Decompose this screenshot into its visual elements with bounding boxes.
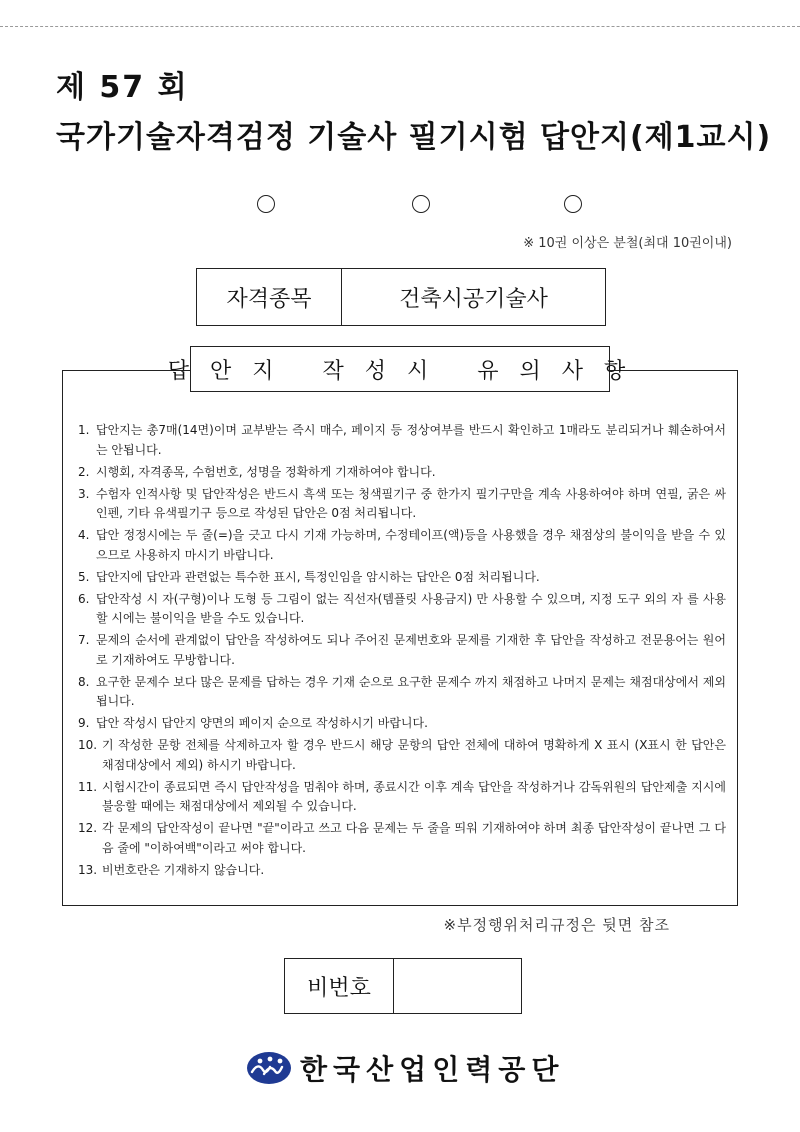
note-item (78, 631, 726, 670)
hrdk-logo-icon (246, 1045, 292, 1091)
notes-list (78, 421, 726, 883)
note-text: 비번호란은 기재하지 않습니다. (102, 862, 265, 877)
note-text: 기 작성한 문항 전체를 삭제하고자 할 경우 반드시 해당 문항의 답안 전체에 대하여 명확하게 X 표시 (X표시 한 답안은 채점대상에서 제외) 하시기 바랍니다. (102, 738, 726, 772)
note-number: 5. (78, 569, 90, 584)
qualification-table (196, 268, 606, 326)
note-text: 문제의 순서에 관계없이 답안을 작성하여도 되나 주어진 문제번호와 문제를 기재한 후 답안을 작성하고 전문용어는 원어로 기재하여도 무방합니다. (96, 633, 726, 667)
cut-line (0, 26, 800, 27)
note-text: 답안 작성시 답안지 양면의 페이지 순으로 작성하시기 바랍니다. (96, 716, 428, 730)
binding-hole-2 (412, 195, 430, 213)
organization-name: 한국산업인력공단 (300, 1053, 565, 1086)
reference-note: ※부정행위처리규정은 뒷면 참조 (443, 916, 670, 934)
note-text: 시험시간이 종료되면 즉시 답안작성을 멈춰야 하며, 종료시간 이후 계속 답안을 작성하거나 감독위원의 답안제출 지시에 불응할 때에는 채점대상에서 제외될 수 있습니다. (102, 779, 726, 813)
note-number: 2. (78, 464, 90, 479)
note-number: 1. (78, 423, 90, 437)
note-text: 요구한 문제수 보다 많은 문제를 답하는 경우 기재 순으로 요구한 문제수 까지 채점하고 나머지 문제는 채점대상에서 제외됩니다. (96, 674, 726, 708)
note-item (78, 819, 726, 858)
note-number: 12. (78, 821, 98, 835)
note-item (78, 568, 726, 588)
organization-footer (246, 1046, 564, 1090)
note-text: 답안지에 답안과 관련없는 특수한 표시, 특정인임을 암시하는 답안은 0점 처리됩니다. (96, 569, 540, 584)
note-item (78, 714, 726, 734)
note-item (78, 590, 726, 629)
note-number: 9. (78, 716, 90, 730)
note-text: 답안 정정시에는 두 줄(=)을 긋고 다시 기재 가능하며, 수정테이프(액)등을 사용했을 경우 채점상의 불이익을 받을 수 있으므로 사용하지 마시기 바랍니다. (96, 528, 726, 562)
note-item (78, 778, 726, 817)
note-text: 시행회, 자격종목, 수험번호, 성명을 정확하게 기재하여야 합니다. (96, 464, 436, 479)
qualification-label: 자격종목 (197, 269, 342, 325)
note-text: 각 문제의 답안작성이 끝나면 "끝"이라고 쓰고 다음 문제는 두 줄을 띄워 기재하여야 하며 최종 답안작성이 끝나면 그 다음 줄에 "이하여백"이라고 써야 합니다. (102, 821, 726, 855)
qualification-value: 건축시공기술사 (399, 286, 548, 312)
note-number: 6. (78, 591, 90, 606)
serial-number-label: 비번호 (285, 959, 394, 1013)
note-item (78, 861, 726, 881)
binding-hole-3 (564, 195, 582, 213)
note-item (78, 736, 726, 775)
split-note: ※ 10권 이상은 분철(최대 10권이내) (523, 236, 732, 251)
serial-number-field[interactable] (394, 959, 521, 1013)
note-text: 수험자 인적사항 및 답안작성은 반드시 흑색 또는 청색필기구 중 한가지 필기구만을 계속 사용하여야 하며 연필, 굵은 싸인펜, 기타 유색필기구 등으로 작성된 답안은 0점 처리됩니다. (96, 486, 726, 520)
note-number: 7. (78, 633, 90, 647)
note-text: 답안지는 총7매(14면)이며 교부받는 즉시 매수, 페이지 등 정상여부를 반드시 확인하고 1매라도 분리되거나 훼손하여서는 안됩니다. (96, 423, 726, 457)
note-number: 13. (78, 862, 98, 877)
binding-hole-1 (257, 195, 275, 213)
note-number: 11. (78, 779, 98, 794)
note-item (78, 526, 726, 565)
note-number: 4. (78, 528, 90, 542)
note-number: 10. (78, 738, 98, 752)
note-item (78, 485, 726, 524)
note-number: 3. (78, 486, 90, 501)
serial-number-table (284, 958, 522, 1014)
exam-title: 국가기술자격검정 기술사 필기시험 답안지(제1교시) (56, 120, 772, 155)
exam-round: 제 57 회 (56, 70, 189, 105)
note-text: 답안작성 시 자(구형)이나 도형 등 그림이 없는 직선자(템플릿 사용금지) 만 사용할 수 있으며, 지정 도구 외의 자 를 사용할 시에는 불이익을 받을 수도 있습니다. (96, 591, 726, 625)
notes-title: 답 안 지 작 성 시 유 의 사 항 (190, 346, 610, 392)
note-item (78, 421, 726, 460)
note-item (78, 673, 726, 712)
note-number: 8. (78, 674, 90, 689)
note-item (78, 463, 726, 483)
